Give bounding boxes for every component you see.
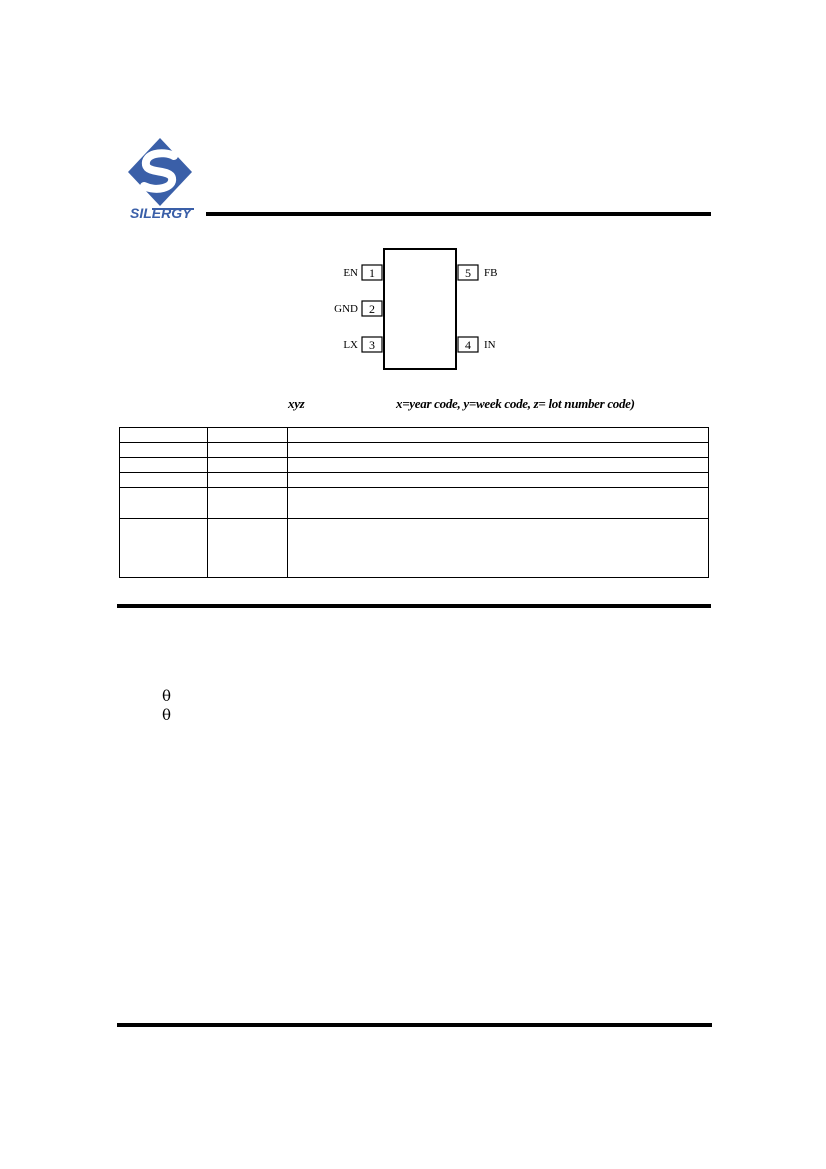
package-pinout-diagram bbox=[330, 246, 510, 372]
table-cell bbox=[288, 458, 709, 473]
table-row bbox=[120, 488, 709, 519]
pin-5-label: FB bbox=[484, 267, 498, 279]
svg-text:SILERGY: SILERGY bbox=[130, 205, 192, 221]
table-cell bbox=[288, 443, 709, 458]
table-cell bbox=[288, 488, 709, 519]
pin-4-label: IN bbox=[484, 339, 496, 351]
pin-4-number: 4 bbox=[465, 338, 471, 352]
pin-2-label: GND bbox=[334, 303, 358, 315]
table-cell bbox=[208, 458, 288, 473]
theta-symbol: θ bbox=[162, 687, 172, 705]
pin-description-table bbox=[119, 427, 709, 578]
footer-rule bbox=[117, 1023, 712, 1027]
marking-description: x=year code, y=week code, z= lot number code) bbox=[396, 396, 635, 411]
table-cell bbox=[120, 428, 208, 443]
table-cell bbox=[288, 519, 709, 578]
theta-symbol: θ bbox=[162, 706, 172, 724]
table-row bbox=[120, 473, 709, 488]
table-row bbox=[120, 428, 709, 443]
table-cell bbox=[288, 473, 709, 488]
pin-3-number: 3 bbox=[369, 338, 375, 352]
table-cell bbox=[208, 473, 288, 488]
table-cell bbox=[208, 443, 288, 458]
table-cell bbox=[120, 473, 208, 488]
table-row bbox=[120, 519, 709, 578]
pin-5-number: 5 bbox=[465, 266, 471, 280]
table-cell bbox=[208, 488, 288, 519]
table-row bbox=[120, 458, 709, 473]
marking-code: xyz bbox=[288, 396, 305, 411]
table-row bbox=[120, 443, 709, 458]
table-cell bbox=[120, 458, 208, 473]
pin-3-label: LX bbox=[343, 339, 358, 351]
table-cell bbox=[120, 519, 208, 578]
pin-1-label: EN bbox=[343, 267, 358, 279]
table-cell bbox=[120, 443, 208, 458]
silergy-logo bbox=[122, 138, 212, 222]
table-cell bbox=[288, 428, 709, 443]
table-cell bbox=[208, 428, 288, 443]
table-cell bbox=[208, 519, 288, 578]
table-cell bbox=[120, 488, 208, 519]
ic-body bbox=[384, 249, 456, 369]
section-rule bbox=[117, 604, 711, 608]
header-rule bbox=[206, 212, 711, 216]
pin-1-number: 1 bbox=[369, 266, 375, 280]
pin-2-number: 2 bbox=[369, 302, 375, 316]
